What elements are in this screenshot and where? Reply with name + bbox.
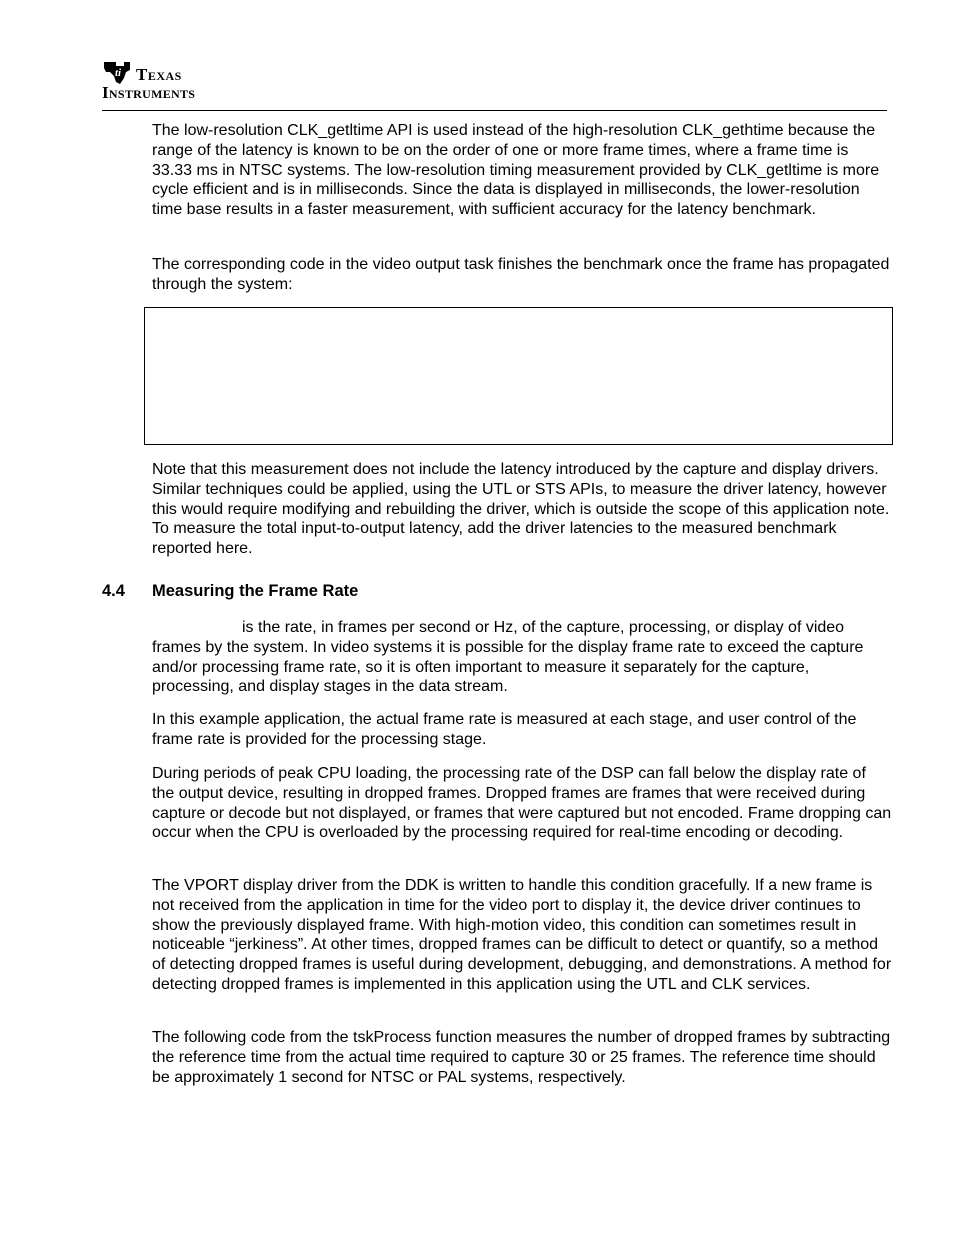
paragraph-output-task: The corresponding code in the video output task finishes the benchmark once the frame has propagated through the system:	[152, 256, 890, 293]
logo-text-instruments: Instruments	[102, 83, 196, 102]
paragraph-vport-driver: The VPORT display driver from the DDK is written to handle this condition gracefully. If a new frame is not received from the application in time for the video port to display it, the device driver continues to show the previously displayed frame. With high-motion video, this condition can sometimes result in noticeable “jerkiness”. At other times, dropped frames can be difficult to detect or quantify, so a method of detecting dropped frames is useful during development, debugging, and demonstrations. A method for detecting dropped frames is implemented in this application using the UTL and CLK services.	[152, 877, 892, 993]
section-number: 4.4	[102, 582, 125, 600]
header-rule	[102, 110, 887, 111]
paragraph-latency-api: The low-resolution CLK_getltime API is used instead of the high-resolution CLK_gethtime because the range of the latency is known to be on the order of one or more frame times, where a frame time is 33.33 ms in NTSC systems. The low-resolution timing measurement provided by CLK_getltime is more cycle efficient and is in milliseconds. Since the data is displayed in milliseconds, the lower-resolution time base results in a faster measurement, with sufficient accuracy for the latency benchmark.	[152, 122, 880, 219]
section-title: Measuring the Frame Rate	[152, 582, 359, 600]
paragraph-tskprocess: The following code from the tskProcess function measures the number of dropped frames by subtracting the reference time from the actual time required to capture 30 or 25 frames. The reference time should be approximately 1 second for NTSC or PAL systems, respectively.	[152, 1029, 891, 1086]
paragraph-measurement-note: Note that this measurement does not include the latency introduced by the capture and display drivers. Similar techniques could be applied, using the UTL or STS APIs, to measure the driver latency, however this would require modifying and rebuilding the driver, which is outside the scope of this application note. To measure the total input-to-output latency, add the driver latencies to the measured benchmark reported here.	[152, 461, 890, 558]
svg-text:ti: ti	[115, 67, 122, 79]
paragraph-example-app: In this example application, the actual frame rate is measured at each stage, and user control of the frame rate is provided for the processing stage.	[152, 711, 857, 748]
paragraph-frame-rate-text: is the rate, in frames per second or Hz, of the capture, processing, or display of video frames by the system. In video systems it is possible for the display frame rate to exceed the capture and/or processing frame rate, so it is often important to measure it separately for the capture, processing, and display stages in the data stream.	[152, 619, 864, 696]
code-box	[144, 307, 893, 445]
paragraph-frame-rate-definition	[152, 618, 892, 697]
logo-text-texas: Texas	[136, 65, 182, 84]
ti-logo	[102, 60, 232, 102]
paragraph-peak-loading: During periods of peak CPU loading, the processing rate of the DSP can fall below the display rate of the output device, resulting in dropped frames. Dropped frames are frames that were received during capture or decode but not displayed, or frames that were captured but not encoded. Frame dropping can occur when the CPU is overloaded by the processing required for real-time encoding or decoding.	[152, 765, 892, 842]
